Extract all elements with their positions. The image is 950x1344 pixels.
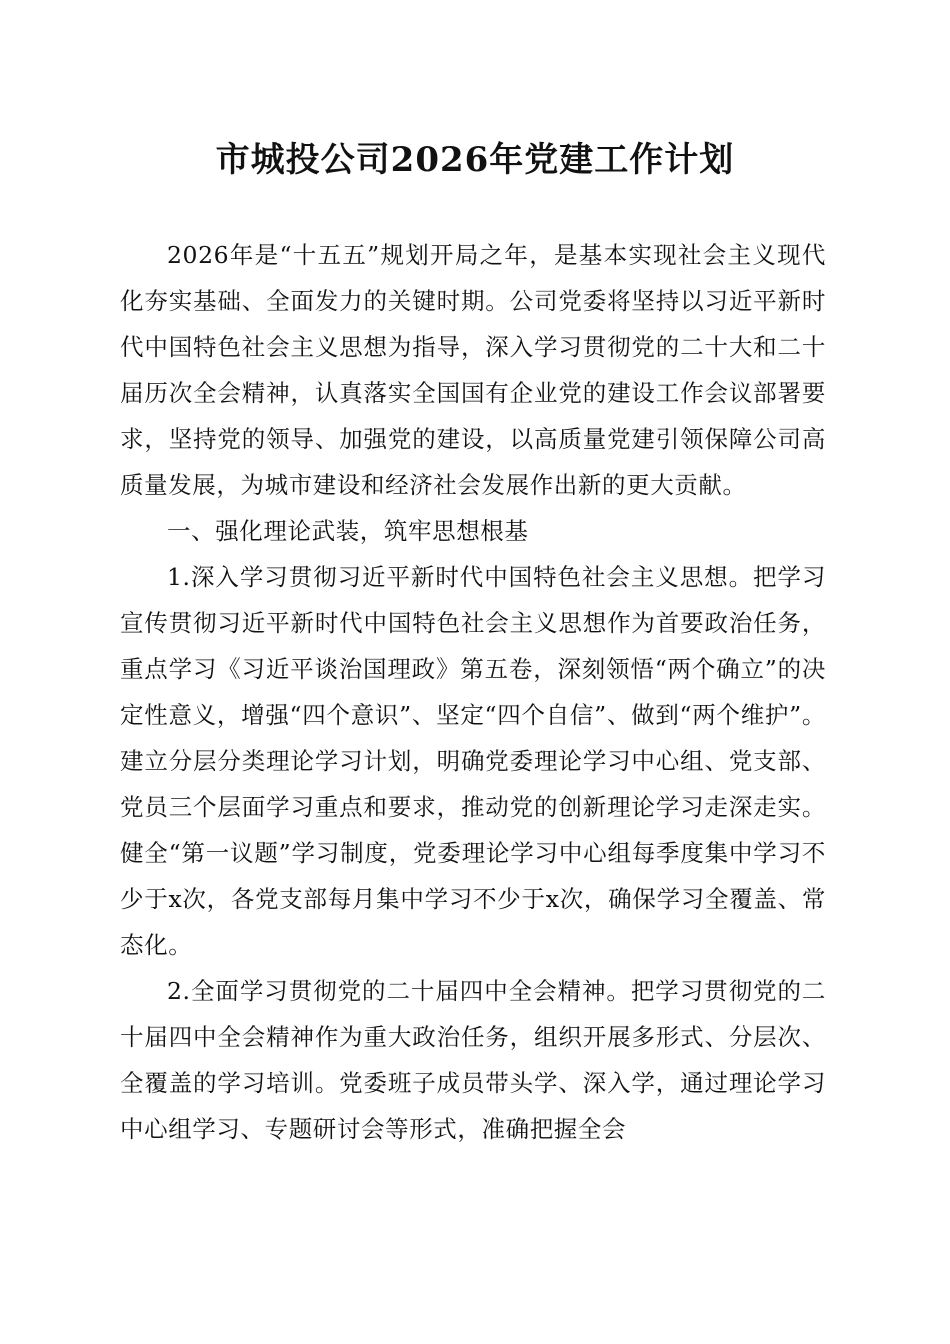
intro-paragraph: 2026年是“十五五”规划开局之年，是基本实现社会主义现代化夯实基础、全面发力的关键时期。公司党委将坚持以习近平新时代中国特色社会主义思想为指导，深入学习贯彻党的二十大和二十届历次全会精神，认真落实全国国有企业党的建设工作会议部署要求，坚持党的领导、加强党的建设，以高质量党建引领保障公司高质量发展，为城市建设和经济社会发展作出新的更大贡献。 [120, 241, 826, 499]
document-body [120, 232, 826, 1152]
item-paragraph-1: 1.深入学习贯彻习近平新时代中国特色社会主义思想。把学习宣传贯彻习近平新时代中国特色社会主义思想作为首要政治任务，重点学习《习近平谈治国理政》第五卷，深刻领悟“两个确立”的决定性意义，增强“四个意识”、坚定“四个自信”、做到“两个维护”。建立分层分类理论学习计划，明确党委理论学习中心组、党支部、党员三个层面学习重点和要求，推动党的创新理论学习走深走实。健全“第一议题”学习制度，党委理论学习中心组每季度集中学习不少于x次，各党支部每月集中学习不少于x次，确保学习全覆盖、常态化。 [120, 563, 826, 959]
section-heading-1: 一、强化理论武装，筑牢思想根基 [167, 517, 529, 545]
item-paragraph-2: 2.全面学习贯彻党的二十届四中全会精神。把学习贯彻党的二十届四中全会精神作为重大政治任务，组织开展多形式、分层次、全覆盖的学习培训。党委班子成员带头学、深入学，通过理论学习中心组学习、专题研讨会等形式，准确把握全会 [120, 977, 826, 1143]
document-title: 市城投公司2026年党建工作计划 [215, 140, 735, 180]
